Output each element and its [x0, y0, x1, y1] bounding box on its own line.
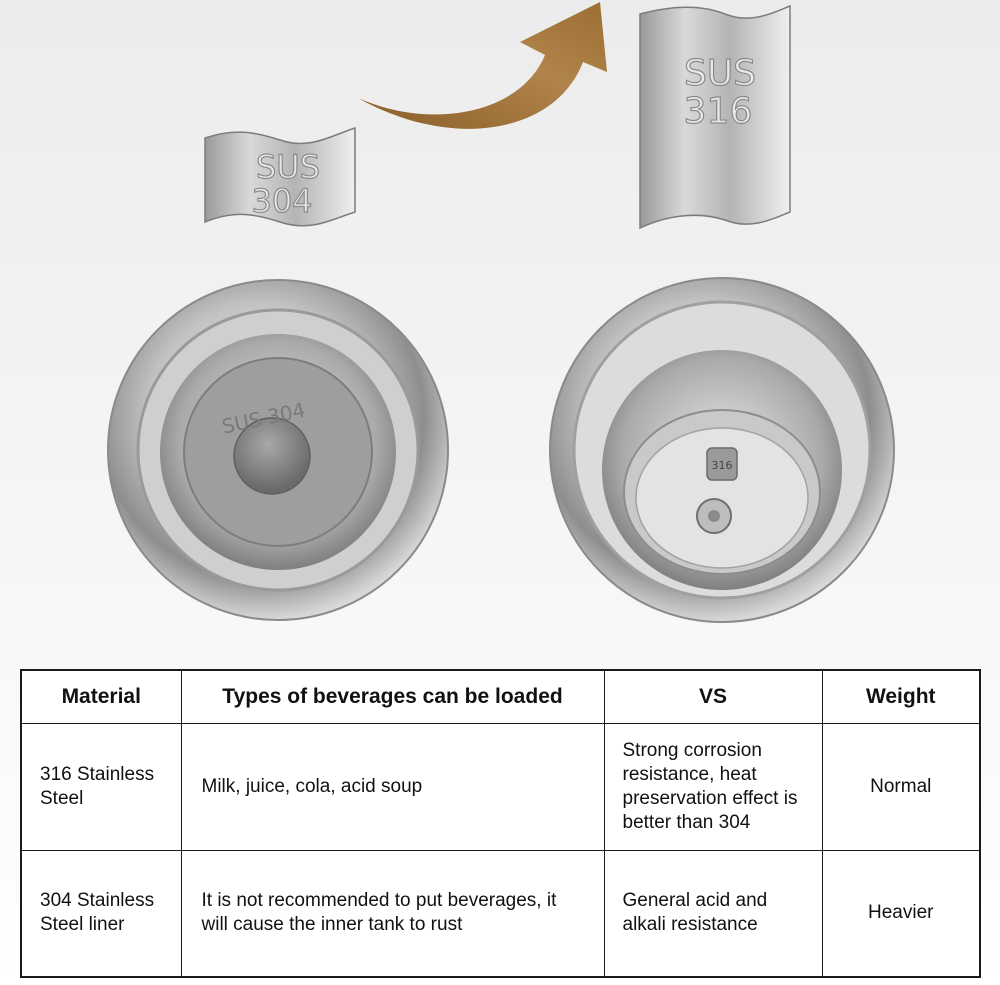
row-304-vs: General acid and alkali resistance [604, 851, 822, 977]
plate-304-line1: SUS [255, 148, 321, 186]
row-304-beverages: It is not recommended to put beverages, it will cause the inner tank to rust [181, 851, 604, 977]
row-316-beverages: Milk, juice, cola, acid soup [181, 724, 604, 851]
row-304-material: 304 Stainless Steel liner [21, 851, 181, 977]
upgrade-arrow-icon [358, 2, 607, 129]
table-header-row [21, 670, 980, 724]
header-beverages: Types of beverages can be loaded [181, 670, 604, 724]
row-304-weight: Heavier [822, 851, 980, 977]
table-row [21, 851, 980, 977]
cup-304-engraving: SUS 304 [219, 397, 308, 439]
plate-316-line1: SUS [683, 53, 757, 94]
table-row [21, 724, 980, 851]
cup-316-stamp: 316 [711, 459, 733, 472]
sus-316-plate [640, 6, 790, 228]
plate-316-line2: 316 [683, 91, 753, 132]
cup-316-top-view [550, 278, 894, 622]
row-316-weight: Normal [822, 724, 980, 851]
header-material: Material [21, 670, 181, 724]
header-weight: Weight [822, 670, 980, 724]
sus-304-plate [205, 128, 355, 226]
row-316-material: 316 Stainless Steel [21, 724, 181, 851]
cup-304-top-view [108, 280, 448, 620]
header-vs: VS [604, 670, 822, 724]
plate-304-line2: 304 [251, 182, 313, 220]
row-316-vs: Strong corrosion resistance, heat preservation effect is better than 304 [604, 724, 822, 851]
material-comparison-table [20, 669, 981, 978]
